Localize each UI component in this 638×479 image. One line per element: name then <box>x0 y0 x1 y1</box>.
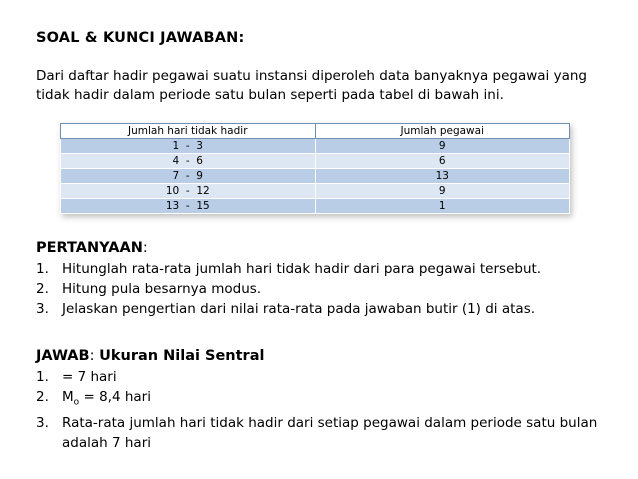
table-row <box>61 139 570 154</box>
row-4-count: 9 <box>315 184 570 199</box>
table-row <box>61 169 570 184</box>
header-employee-count: Jumlah pegawai <box>315 124 570 139</box>
list-item <box>36 413 621 453</box>
answers-heading <box>36 348 264 364</box>
list-item <box>36 387 621 413</box>
list-item <box>36 279 621 299</box>
table-row <box>61 199 570 214</box>
answer-number: 2. <box>36 389 49 405</box>
row-4-range: 10 - 12 <box>61 184 316 199</box>
row-2-count: 6 <box>315 154 570 169</box>
question-number: 2. <box>36 281 49 297</box>
list-item <box>36 259 621 279</box>
answers-heading-colon: : <box>89 348 100 364</box>
answers-subheading: Ukuran Nilai Sentral <box>99 348 265 364</box>
table-row <box>61 184 570 199</box>
header-days-absent: Jumlah hari tidak hadir <box>61 124 316 139</box>
row-2-range: 4 - 6 <box>61 154 316 169</box>
answers-list <box>36 367 621 453</box>
answer-text: Rata-rata jumlah hari tidak hadir dari setiap pegawai dalam periode satu bulan adalah 7 hari <box>62 414 598 451</box>
answers-heading-label: JAWAB <box>36 348 90 364</box>
question-text: Jelaskan pengertian dari nilai rata-rata pada jawaban butir (1) di atas. <box>62 301 536 317</box>
list-item <box>36 299 621 319</box>
row-3-range: 7 - 9 <box>61 169 316 184</box>
table-row <box>61 154 570 169</box>
question-number: 3. <box>36 301 49 317</box>
answer-text: = 7 hari <box>62 369 117 385</box>
question-text: Hitunglah rata-rata jumlah hari tidak hadir dari para pegawai tersebut. <box>62 261 542 277</box>
questions-heading-colon: : <box>142 240 148 256</box>
intro-paragraph: Dari daftar hadir pegawai suatu instansi diperoleh data banyaknya pegawai yang tidak hadir dalam periode satu bulan seperti pada tabel di bawah ini. <box>36 68 587 103</box>
questions-heading <box>36 240 148 256</box>
mode-subscript: o <box>73 397 80 408</box>
absence-table <box>60 123 570 214</box>
row-1-count: 9 <box>315 139 570 154</box>
row-1-range: 1 - 3 <box>61 139 316 154</box>
row-3-count: 13 <box>315 169 570 184</box>
mode-symbol: M <box>62 389 74 405</box>
questions-heading-label: PERTANYAAN <box>36 240 143 256</box>
list-item <box>36 367 621 387</box>
answer-number: 1. <box>36 369 49 385</box>
answer-text: = 8,4 hari <box>79 389 151 405</box>
page-title: SOAL & KUNCI JAWABAN: <box>36 30 245 46</box>
answer-number: 3. <box>36 414 49 431</box>
questions-list <box>36 259 621 319</box>
row-5-range: 13 - 15 <box>61 199 316 214</box>
table-header-row <box>61 124 570 139</box>
row-5-count: 1 <box>315 199 570 214</box>
question-text: Hitung pula besarnya modus. <box>62 281 262 297</box>
question-number: 1. <box>36 261 49 277</box>
